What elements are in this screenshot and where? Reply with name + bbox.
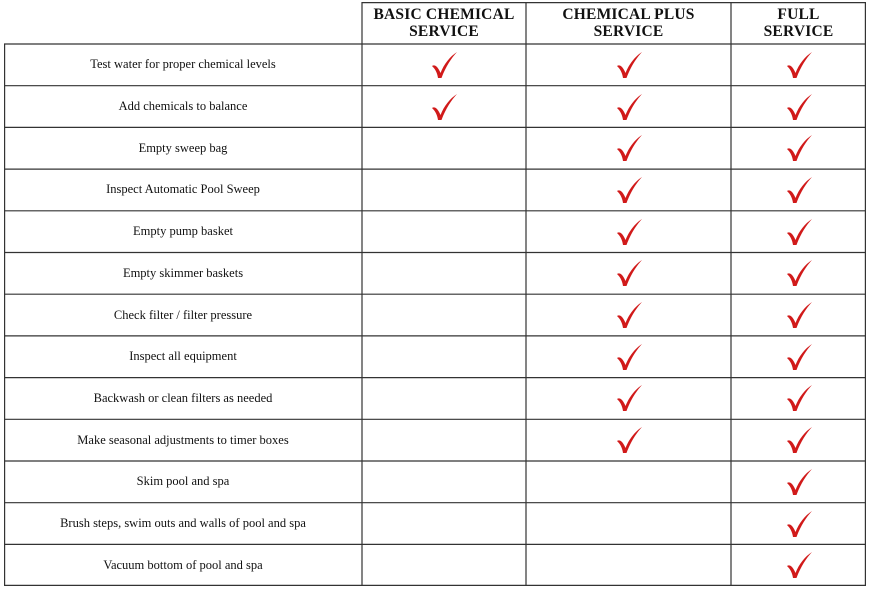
cell-plus bbox=[526, 169, 731, 211]
row-label: Inspect all equipment bbox=[129, 349, 237, 364]
checkmark-icon bbox=[614, 342, 644, 372]
cell-basic bbox=[362, 378, 526, 420]
checkmark-icon bbox=[429, 50, 459, 80]
row-label: Test water for proper chemical levels bbox=[90, 57, 276, 72]
cell-basic bbox=[362, 86, 526, 128]
cell-basic bbox=[362, 44, 526, 86]
checkmark-icon bbox=[784, 92, 814, 122]
cell-plus bbox=[526, 544, 731, 586]
cell-full bbox=[731, 169, 866, 211]
row-label: Empty skimmer baskets bbox=[122, 265, 244, 280]
cell-full bbox=[731, 86, 866, 128]
checkmark-icon bbox=[784, 50, 814, 80]
checkmark-icon bbox=[429, 92, 459, 122]
column-header-line1: CHEMICAL PLUS bbox=[562, 6, 695, 23]
cell-full bbox=[731, 378, 866, 420]
cell-full bbox=[731, 503, 866, 545]
checkmark-icon bbox=[614, 50, 644, 80]
cell-plus bbox=[526, 294, 731, 336]
cell-plus bbox=[526, 44, 731, 86]
cell-full bbox=[731, 419, 866, 461]
cell-full bbox=[731, 461, 866, 503]
cell-plus bbox=[526, 253, 731, 295]
checkmark-icon bbox=[614, 175, 644, 205]
row-label: Brush steps, swim outs and walls of pool and spa bbox=[60, 516, 306, 531]
cell-plus bbox=[526, 127, 731, 169]
checkmark-icon bbox=[784, 217, 814, 247]
cell-basic bbox=[362, 503, 526, 545]
checkmark-icon bbox=[614, 258, 644, 288]
checkmark-icon bbox=[614, 300, 644, 330]
row-label: Add chemicals to balance bbox=[118, 99, 248, 114]
cell-basic bbox=[362, 461, 526, 503]
cell-basic bbox=[362, 211, 526, 253]
column-header-line1: BASIC CHEMICAL bbox=[373, 6, 515, 23]
cell-plus bbox=[526, 461, 731, 503]
cell-basic bbox=[362, 544, 526, 586]
cell-plus bbox=[526, 419, 731, 461]
column-header-plus bbox=[526, 2, 731, 44]
row-label: Inspect Automatic Pool Sweep bbox=[106, 182, 260, 197]
cell-plus bbox=[526, 503, 731, 545]
row-label: Empty pump basket bbox=[133, 224, 233, 239]
checkmark-icon bbox=[784, 467, 814, 497]
row-label: Make seasonal adjustments to timer boxes bbox=[77, 432, 289, 447]
checkmark-icon bbox=[784, 342, 814, 372]
row-label: Empty sweep bag bbox=[138, 140, 228, 155]
checkmark-icon bbox=[784, 300, 814, 330]
checkmark-icon bbox=[614, 425, 644, 455]
column-header-line2: SERVICE bbox=[409, 23, 479, 40]
cell-full bbox=[731, 336, 866, 378]
column-header-line1: FULL bbox=[777, 6, 820, 23]
cell-basic bbox=[362, 253, 526, 295]
checkmark-icon bbox=[614, 133, 644, 163]
checkmark-icon bbox=[784, 550, 814, 580]
row-label: Vacuum bottom of pool and spa bbox=[103, 557, 263, 572]
cell-plus bbox=[526, 336, 731, 378]
cell-basic bbox=[362, 169, 526, 211]
checkmark-icon bbox=[784, 383, 814, 413]
checkmark-icon bbox=[784, 258, 814, 288]
checkmark-icon bbox=[614, 383, 644, 413]
checkmark-icon bbox=[614, 217, 644, 247]
column-header-basic bbox=[362, 2, 526, 44]
cell-full bbox=[731, 44, 866, 86]
cell-full bbox=[731, 211, 866, 253]
cell-basic bbox=[362, 294, 526, 336]
checkmark-icon bbox=[784, 175, 814, 205]
cell-plus bbox=[526, 86, 731, 128]
cell-plus bbox=[526, 378, 731, 420]
cell-plus bbox=[526, 211, 731, 253]
row-label: Skim pool and spa bbox=[136, 474, 230, 489]
row-label: Backwash or clean filters as needed bbox=[93, 390, 273, 405]
cell-full bbox=[731, 294, 866, 336]
checkmark-icon bbox=[784, 509, 814, 539]
cell-full bbox=[731, 127, 866, 169]
column-header-line2: SERVICE bbox=[593, 23, 664, 40]
cell-basic bbox=[362, 336, 526, 378]
cell-basic bbox=[362, 419, 526, 461]
cell-full bbox=[731, 544, 866, 586]
service-comparison-table bbox=[4, 2, 867, 586]
row-label: Check filter / filter pressure bbox=[113, 307, 253, 322]
cell-full bbox=[731, 253, 866, 295]
column-header-line2: SERVICE bbox=[763, 23, 834, 40]
checkmark-icon bbox=[784, 425, 814, 455]
column-header-full bbox=[731, 2, 866, 44]
cell-basic bbox=[362, 127, 526, 169]
checkmark-icon bbox=[614, 92, 644, 122]
checkmark-icon bbox=[784, 133, 814, 163]
